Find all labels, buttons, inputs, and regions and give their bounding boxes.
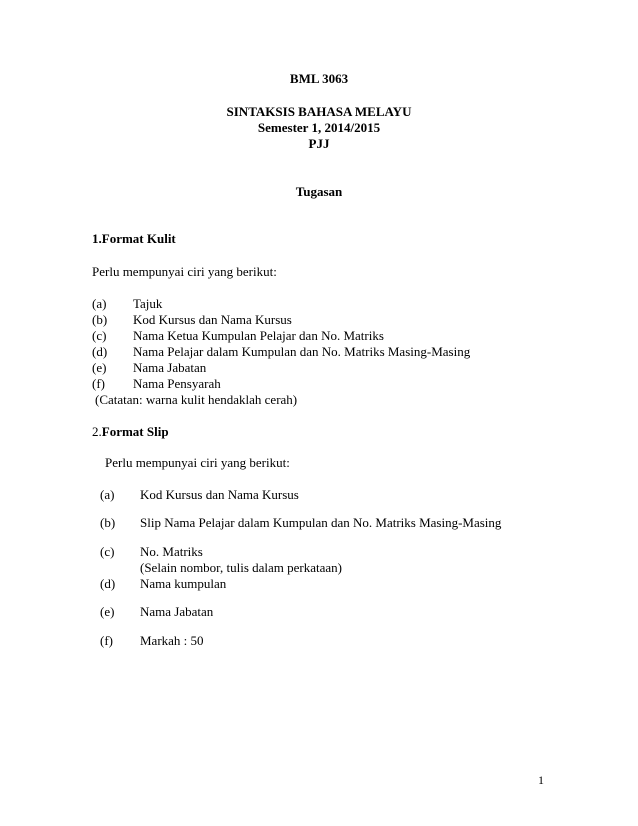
section2-item-text: Kod Kursus dan Nama Kursus (140, 487, 299, 502)
section2-item-text: Nama Jabatan (140, 604, 214, 619)
section2-item-text: Markah : 50 (140, 633, 204, 648)
section1-item-label: (d) (92, 344, 108, 359)
section2-item-label: (d) (100, 576, 116, 591)
section1-item-label: (c) (92, 328, 107, 343)
section2-item-label: (c) (100, 544, 115, 559)
section2-number: 2. (92, 424, 102, 439)
section1-item-text: Nama Jabatan (133, 360, 207, 375)
section1-item-text: Nama Pelajar dalam Kumpulan dan No. Matriks Masing-Masing (133, 344, 471, 359)
section1-intro: Perlu mempunyai ciri yang berikut: (92, 264, 277, 279)
section1-item-text: Tajuk (133, 296, 163, 311)
section2-item-text: Nama kumpulan (140, 576, 227, 591)
section1-item-text: Kod Kursus dan Nama Kursus (133, 312, 292, 327)
course-code: BML 3063 (289, 71, 349, 86)
section1-note: (Catatan: warna kulit hendaklah cerah) (95, 392, 298, 407)
section2-heading (92, 424, 169, 440)
section2-title: Format Slip (101, 424, 169, 439)
section2-intro: Perlu mempunyai ciri yang berikut: (105, 455, 290, 470)
section1-item-label: (b) (92, 312, 108, 327)
page-number: 1 (538, 773, 544, 787)
course-title: SINTAKSIS BAHASA MELAYU (226, 104, 412, 119)
section1-item-label: (f) (92, 376, 105, 391)
section2-item-text: Slip Nama Pelajar dalam Kumpulan dan No. Matriks Masing-Masing (140, 515, 502, 530)
section1-title: Format Kulit (101, 231, 176, 246)
section1-item-label: (a) (92, 296, 107, 311)
section1-heading (92, 231, 176, 247)
section1-item-text: Nama Pensyarah (133, 376, 221, 391)
section2-item-text: No. Matriks (140, 544, 203, 559)
section1-number: 1. (92, 231, 102, 246)
assignment-heading: Tugasan (295, 184, 343, 199)
section2-item-c-note: (Selain nombor, tulis dalam perkataan) (140, 560, 343, 575)
section2-item-label: (a) (100, 487, 115, 502)
study-mode: PJJ (308, 136, 330, 151)
semester: Semester 1, 2014/2015 (257, 120, 381, 135)
section2-item-label: (f) (100, 633, 113, 648)
section2-item-label: (b) (100, 515, 116, 530)
section1-item-text: Nama Ketua Kumpulan Pelajar dan No. Matriks (133, 328, 384, 343)
section1-item-label: (e) (92, 360, 107, 375)
section2-item-label: (e) (100, 604, 115, 619)
